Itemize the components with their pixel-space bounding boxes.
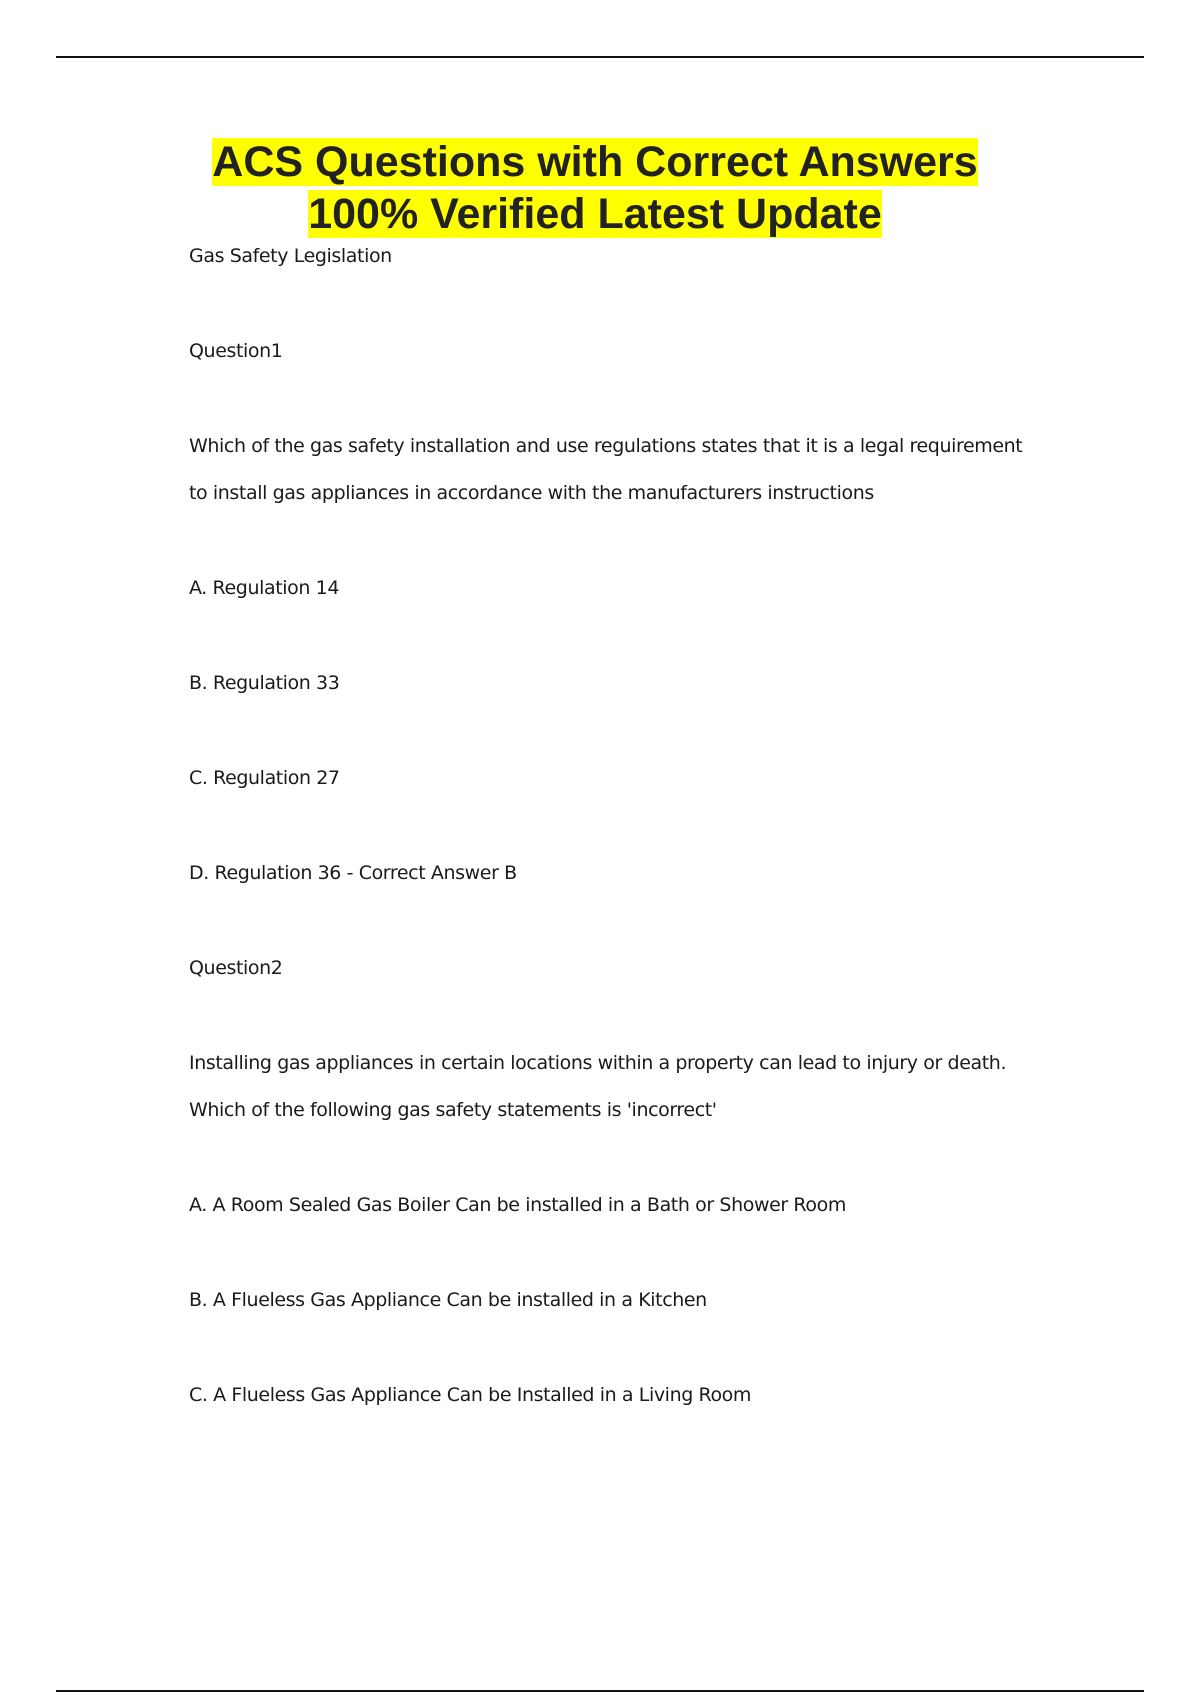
question-2-text-line-2: Which of the following gas safety statements is 'incorrect' — [189, 1099, 717, 1121]
question-1-option-c: C. Regulation 27 — [189, 767, 340, 789]
question-1-option-b: B. Regulation 33 — [189, 672, 340, 694]
question-1-text-line-2: to install gas appliances in accordance with the manufacturers instructions — [189, 482, 874, 504]
bottom-rule — [56, 1690, 1144, 1692]
section-heading: Gas Safety Legislation — [189, 245, 392, 267]
question-2-option-c: C. A Flueless Gas Appliance Can be Installed in a Living Room — [189, 1384, 752, 1406]
question-1-option-d: D. Regulation 36 - Correct Answer B — [189, 862, 517, 884]
question-2-option-b: B. A Flueless Gas Appliance Can be installed in a Kitchen — [189, 1289, 707, 1311]
question-2-text-line-1: Installing gas appliances in certain locations within a property can lead to injury or death. — [189, 1052, 1007, 1074]
question-1-text-line-1: Which of the gas safety installation and use regulations states that it is a legal requirement — [189, 435, 1023, 457]
title-line-2: 100% Verified Latest Update — [308, 190, 882, 238]
question-2-label: Question2 — [189, 957, 283, 979]
question-1-label: Question1 — [189, 340, 283, 362]
document-title — [188, 136, 1002, 240]
top-rule — [56, 56, 1144, 58]
title-line-1: ACS Questions with Correct Answers — [212, 138, 978, 186]
question-2-option-a: A. A Room Sealed Gas Boiler Can be installed in a Bath or Shower Room — [189, 1194, 846, 1216]
question-1-option-a: A. Regulation 14 — [189, 577, 340, 599]
